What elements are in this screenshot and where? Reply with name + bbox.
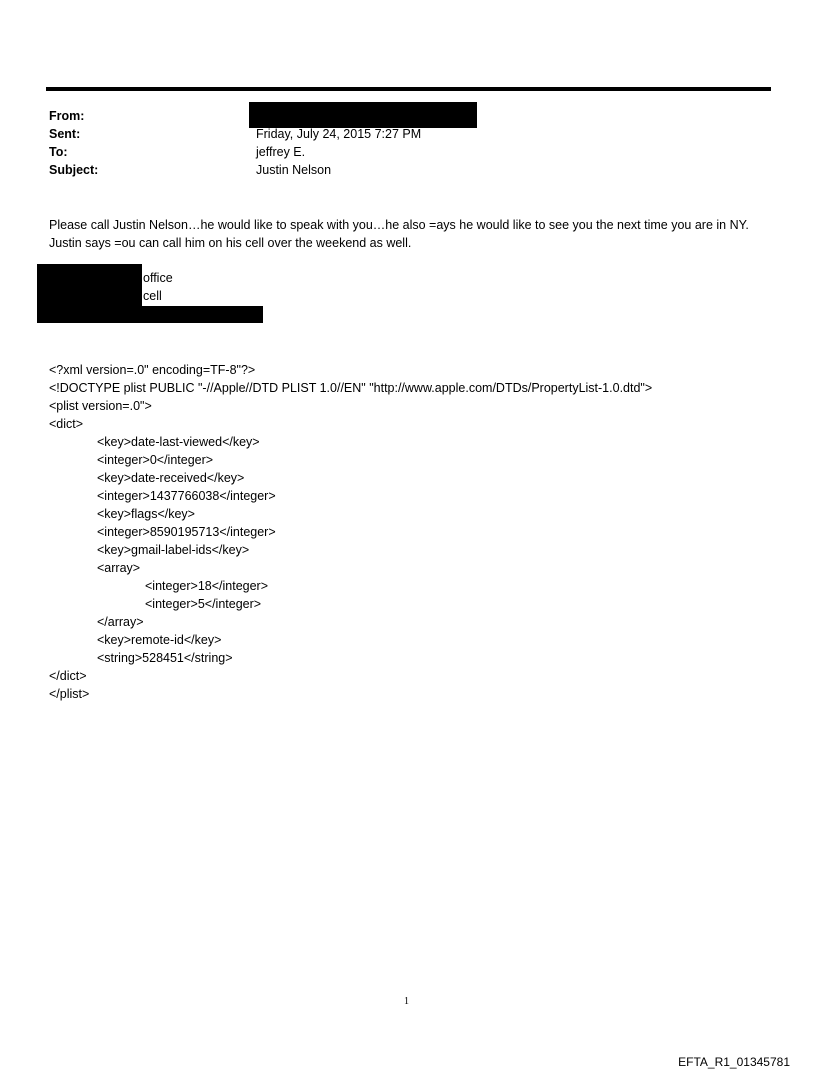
xml-line: <key>date-received</key>: [97, 471, 245, 485]
xml-line: <key>date-last-viewed</key>: [97, 435, 260, 449]
xml-line: </array>: [97, 615, 144, 629]
xml-line: <array>: [97, 561, 141, 575]
header-rule: [46, 87, 771, 91]
subject-label: Subject:: [49, 163, 99, 177]
phone-office-label: office: [143, 271, 173, 285]
sent-label: Sent:: [49, 127, 81, 141]
to-value: jeffrey E.: [256, 145, 306, 159]
xml-line: </dict>: [49, 669, 87, 683]
xml-line: <integer>0</integer>: [97, 453, 214, 467]
xml-line: <integer>8590195713</integer>: [97, 525, 276, 539]
xml-plist-block: [49, 361, 652, 703]
from-label: From:: [49, 109, 85, 123]
xml-line: <key>flags</key>: [97, 507, 195, 521]
xml-line: <key>remote-id</key>: [97, 633, 222, 647]
xml-line: <integer>5</integer>: [145, 597, 262, 611]
redaction-signature: [37, 306, 263, 323]
sent-value: Friday, July 24, 2015 7:27 PM: [256, 127, 422, 141]
redaction-phone-numbers: [37, 264, 142, 306]
xml-line: </plist>: [49, 687, 90, 701]
bates-number: EFTA_R1_01345781: [678, 1055, 790, 1069]
xml-line: <plist version=.0">: [49, 399, 152, 413]
xml-line: <?xml version=.0" encoding=TF-8"?>: [49, 363, 256, 377]
xml-line: <key>gmail-label-ids</key>: [97, 543, 250, 557]
xml-line: <!DOCTYPE plist PUBLIC "-//Apple//DTD PLIST 1.0//EN" "http://www.apple.com/DTDs/PropertyList-1.0.dtd">: [49, 381, 653, 395]
redaction-from: [249, 102, 477, 128]
xml-line: <integer>18</integer>: [145, 579, 269, 593]
to-label: To:: [49, 145, 68, 159]
xml-line: <dict>: [49, 417, 84, 431]
xml-line: <integer>1437766038</integer>: [97, 489, 276, 503]
page-number: 1: [404, 996, 409, 1007]
email-body: Please call Justin Nelson…he would like to speak with you…he also =ays he would like to see you the next time you are in NY. Justin says =ou can call him on his cell over the weekend as well.: [49, 218, 749, 250]
phone-cell-label: cell: [143, 289, 162, 303]
subject-value: Justin Nelson: [256, 163, 332, 177]
xml-line: <string>528451</string>: [97, 651, 233, 665]
